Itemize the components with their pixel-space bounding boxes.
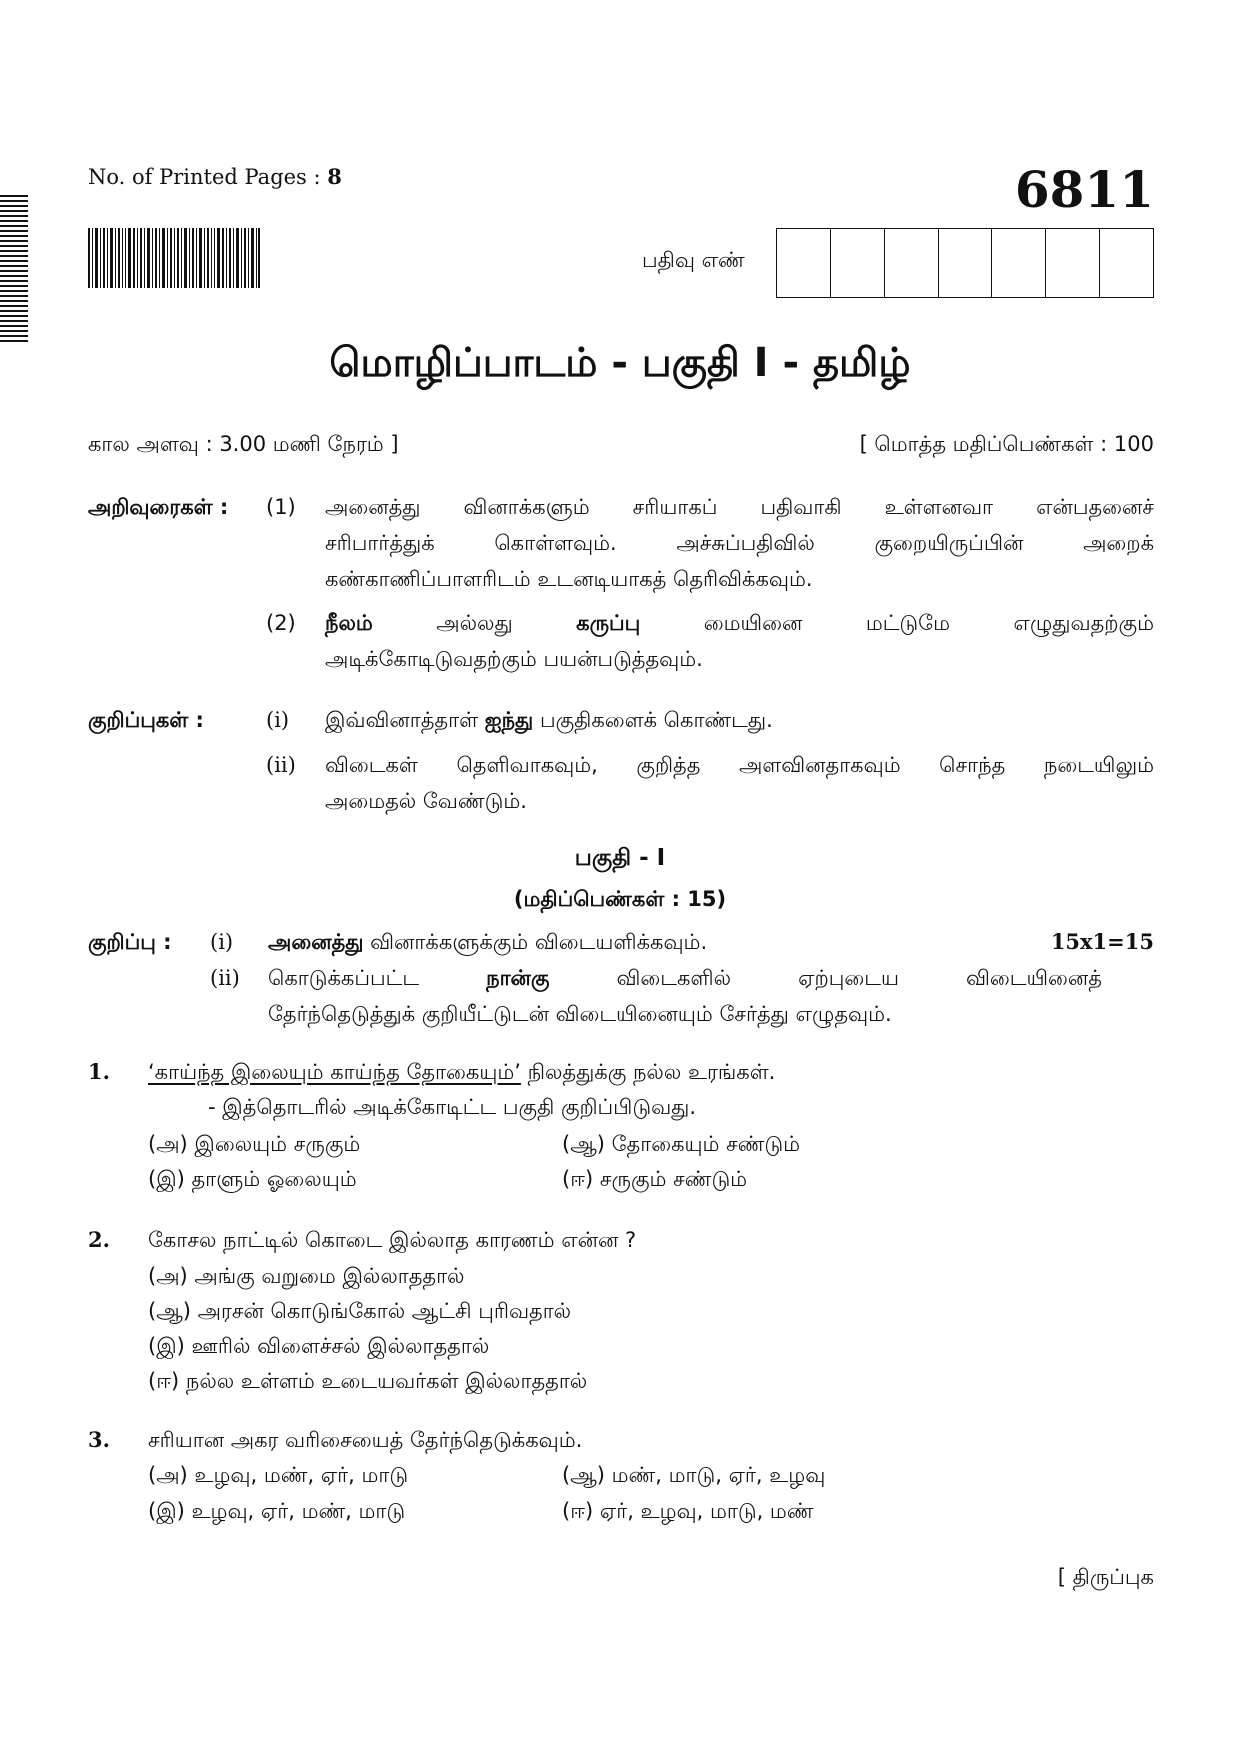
instruction-word: நீலம் [325, 611, 373, 635]
option-text: மண், மாடு, ஏர், உழவு [611, 1463, 826, 1487]
option-label: (அ) [148, 1132, 188, 1156]
option-label: (இ) [148, 1499, 185, 1523]
note-i-number: (i) [266, 708, 290, 732]
time-allowed: கால அளவு : 3.00 மணி நேரம் ] [88, 432, 399, 456]
printed-pages-label: No. of Printed Pages : [88, 165, 321, 189]
option-label: (அ) [148, 1264, 188, 1288]
section-note-word: கொடுக்கப்பட்ட [268, 966, 420, 990]
option-text: ஏர், உழவு, மாடு, மண் [599, 1499, 814, 1523]
instruction-1-line-3: கண்காணிப்பாளரிடம் உடனடியாகத் தெரிவிக்கவும். [325, 567, 813, 591]
option[interactable] [148, 1364, 587, 1398]
option-label: (ஆ) [562, 1132, 605, 1156]
note-text: பகுதிகளைக் கொண்டது. [539, 708, 773, 732]
register-box[interactable] [830, 229, 884, 297]
instructions-heading: அறிவுரைகள் : [88, 495, 229, 519]
register-box[interactable] [991, 229, 1045, 297]
option[interactable] [148, 1162, 357, 1196]
register-box[interactable] [884, 229, 938, 297]
instruction-2-number: (2) [266, 611, 296, 635]
question-number: 2. [88, 1227, 110, 1252]
option-text: தாளும் ஓலையும் [191, 1167, 357, 1191]
section-note-word: விடையினைத் [966, 966, 1102, 990]
note-bold-word: ஐந்து [484, 708, 534, 732]
instruction-1-number: (1) [266, 495, 296, 519]
note-ii-line-1: விடைகள் தெளிவாகவும், குறித்த அளவினதாகவும் சொந்த நடையிலும் [325, 753, 1154, 777]
printed-pages [88, 164, 342, 189]
option[interactable] [562, 1162, 747, 1196]
register-box[interactable] [777, 229, 830, 297]
underlined-phrase: ‘காய்ந்த இலையும் காய்ந்த தோகையும்’ [148, 1060, 521, 1084]
instruction-1-line-2: சரிபார்த்துக் கொள்ளவும். அச்சுப்பதிவில் குறையிருப்பின் அறைக் [325, 531, 1154, 555]
instruction-word: மட்டுமே [865, 611, 950, 635]
instruction-word: கருப்பு [576, 611, 641, 635]
note-ii-line-2: அமைதல் வேண்டும். [325, 789, 527, 813]
instruction-word: அல்லது [436, 611, 513, 635]
section-note-1-number: (i) [210, 930, 234, 954]
question-text: நிலத்துக்கு நல்ல உரங்கள். [527, 1060, 776, 1084]
instruction-word: எழுதுவதற்கும் [1013, 611, 1154, 635]
option[interactable] [562, 1458, 825, 1492]
section-note-2-line-1 [268, 961, 1102, 995]
option-label: (அ) [148, 1463, 188, 1487]
section-score: 15x1=15 [1050, 929, 1154, 954]
note-ii-number: (ii) [266, 753, 296, 777]
option-label: (ஈ) [562, 1167, 594, 1191]
option-label: (ஆ) [148, 1299, 191, 1323]
register-box[interactable] [1099, 229, 1153, 297]
instruction-2-line-1 [325, 606, 1154, 640]
section-note-1-text [268, 925, 707, 959]
section-title: பகுதி - I [574, 845, 666, 871]
note-i-text [325, 703, 773, 737]
question-1-subline: - இத்தொடரில் அடிக்கோடிட்ட பகுதி குறிப்பிடுவது. [208, 1095, 697, 1119]
option-label: (இ) [148, 1334, 185, 1358]
register-box[interactable] [1045, 229, 1099, 297]
printed-pages-value: 8 [327, 164, 342, 189]
option-label: (ஈ) [562, 1499, 594, 1523]
option-text: அங்கு வறுமை இல்லாததால் [194, 1264, 465, 1288]
option-text: உழவு, ஏர், மண், மாடு [191, 1499, 406, 1523]
option[interactable] [148, 1127, 360, 1161]
barcode [88, 228, 260, 288]
turn-over-note: [ திருப்புக [1057, 1565, 1154, 1589]
option-text: நல்ல உள்ளம் உடையவர்கள் இல்லாததால் [185, 1369, 588, 1393]
option[interactable] [148, 1329, 489, 1363]
option-text: அரசன் கொடுங்கோல் ஆட்சி புரிவதால் [197, 1299, 572, 1323]
register-box[interactable] [938, 229, 992, 297]
option[interactable] [562, 1127, 800, 1161]
instruction-word: மையினை [703, 611, 803, 635]
option-label: (ஆ) [562, 1463, 605, 1487]
option-text: சருகும் சண்டும் [599, 1167, 748, 1191]
option[interactable] [148, 1458, 408, 1492]
option-text: இலையும் சருகும் [194, 1132, 361, 1156]
option-label: (இ) [148, 1167, 185, 1191]
question-number: 3. [88, 1427, 110, 1452]
option-text: ஊரில் விளைச்சல் இல்லாததால் [191, 1334, 490, 1358]
paper-code: 6811 [1014, 160, 1154, 219]
option[interactable] [148, 1294, 571, 1328]
instruction-2-line-2: அடிக்கோடிடுவதற்கும் பயன்படுத்தவும். [325, 647, 703, 671]
section-note-2-number: (ii) [210, 966, 240, 990]
total-marks: [ மொத்த மதிப்பெண்கள் : 100 [859, 432, 1154, 456]
section-marks: (மதிப்பெண்கள் : 15) [513, 887, 727, 911]
section-note-heading: குறிப்பு : [88, 930, 172, 954]
option-text: உழவு, மண், ஏர், மாடு [194, 1463, 409, 1487]
option[interactable] [148, 1494, 405, 1528]
section-note-bold-word: நான்கு [486, 966, 550, 990]
section-note-2-line-2: தேர்ந்தெடுத்துக் குறியீட்டுடன் விடையினையும் சேர்த்து எழுதவும். [268, 1002, 892, 1026]
note-text: இவ்வினாத்தாள் [325, 708, 479, 732]
instruction-1-line-1: அனைத்து வினாக்களும் சரியாகப் பதிவாகி உள்ளனவா என்பதனைச் [325, 495, 1154, 519]
option-text: தோகையும் சண்டும் [611, 1132, 801, 1156]
section-note-text: வினாக்களுக்கும் விடையளிக்கவும். [370, 930, 708, 954]
question-2-text: கோசல நாட்டில் கொடை இல்லாத காரணம் என்ன ? [148, 1228, 637, 1252]
section-note-word: ஏற்புடைய [798, 966, 899, 990]
option[interactable] [562, 1494, 814, 1528]
page-title: மொழிப்பாடம் - பகுதி I - தமிழ் [329, 340, 911, 386]
scan-marks [0, 195, 28, 345]
question-number: 1. [88, 1059, 110, 1084]
section-note-word: விடைகளில் [616, 966, 732, 990]
notes-heading: குறிப்புகள் : [88, 708, 204, 732]
option-label: (ஈ) [148, 1369, 180, 1393]
section-note-bold-word: அனைத்து [268, 930, 364, 954]
register-label: பதிவு எண் [642, 248, 745, 272]
question-3-text: சரியான அகர வரிசையைத் தேர்ந்தெடுக்கவும். [148, 1428, 583, 1452]
question-1-text [148, 1055, 775, 1089]
option[interactable] [148, 1259, 465, 1293]
register-number-boxes[interactable] [776, 228, 1154, 298]
